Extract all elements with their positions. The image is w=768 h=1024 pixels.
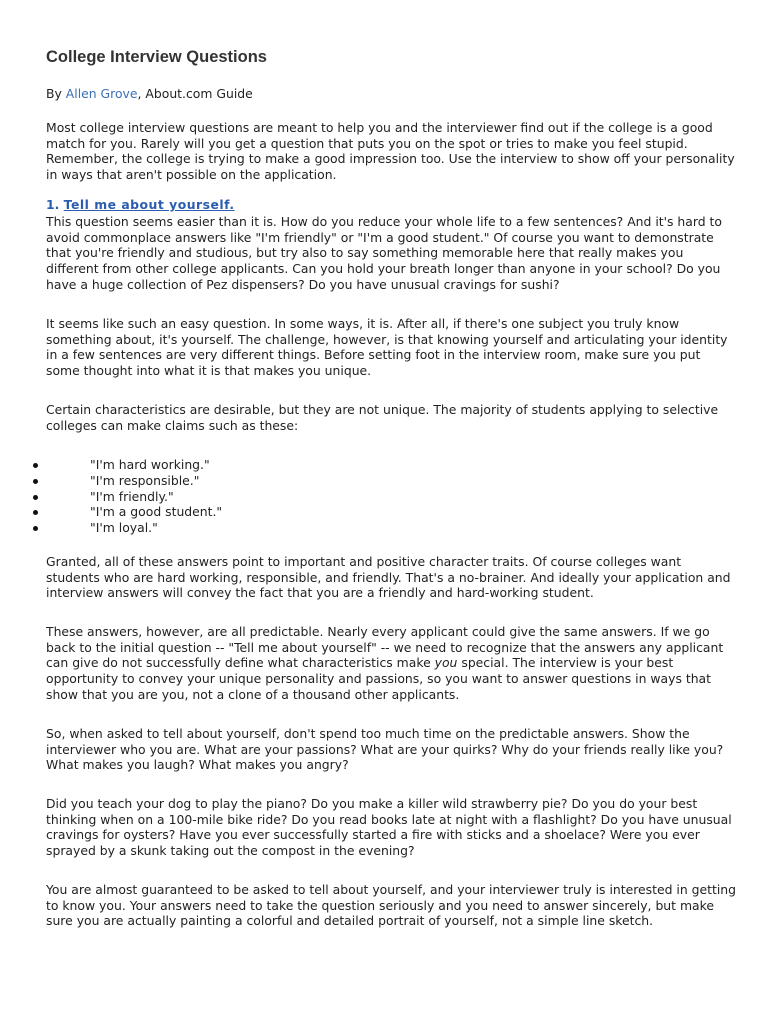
bullet-icon xyxy=(33,463,38,468)
body-paragraph: You are almost guaranteed to be asked to tell about yourself, and your interviewer truly is interested in getting to know you. Your answers need to take the question seriously and you need to answer sincerely, but make sure you are actually painting a colorful and detailed portrait of yourself, not a simple line sketch. xyxy=(46,882,737,929)
question-link[interactable]: Tell me about yourself. xyxy=(63,197,235,212)
paragraph-text: special. The interview is your best opportunity to convey your unique personality and passions, so you want to answer questions in ways that show that you are you, not a clone of a thousand other applicants. xyxy=(46,655,712,702)
emphasis-text: you xyxy=(434,655,458,671)
body-paragraph: This question seems easier than it is. How do you reduce your whole life to a few sentences? And it's hard to avoid commonplace answers like "I'm friendly" or "I'm a good student." Of course you want to demonstrate that you're friendly and studious, but try also to say something memorable here that really makes you different from other college applicants. Can you hold your breath longer than anyone in your school? Do you have a huge collection of Pez dispensers? Do you have unusual cravings for sushi? xyxy=(46,214,722,292)
predictable-paragraph xyxy=(46,624,736,703)
paragraph-text: These answers, however, are all predictable. Nearly every applicant could give the same answers. If we go back to the initial question -- "Tell me about yourself" -- we need to recognize that the answers any applicant can give do not successfully define what characteristics make xyxy=(46,624,724,671)
byline xyxy=(46,86,253,102)
list-item-text: "I'm a good student." xyxy=(90,504,223,520)
bullet-icon xyxy=(33,510,38,515)
list-item-text: "I'm loyal." xyxy=(90,520,158,536)
byline-suffix: , About.com Guide xyxy=(137,86,253,101)
bullet-icon xyxy=(33,495,38,500)
author-link[interactable]: Allen Grove xyxy=(65,86,138,101)
byline-prefix: By xyxy=(46,86,66,101)
body-paragraph: It seems like such an easy question. In some ways, it is. After all, if there's one subject you truly know something about, it's yourself. The challenge, however, is that knowing yourself and articulating your identity in a few sentences are very different things. Before setting foot in the interview room, make sure you put some thought into what it is that makes you unique. xyxy=(46,316,728,379)
body-paragraph: Granted, all of these answers point to important and positive character traits. Of course colleges want students who are hard working, responsible, and friendly. That's a no-brainer. And ideally your application and interview answers will convey the fact that you are a friendly and hard-working student. xyxy=(46,554,731,601)
bullet-icon xyxy=(33,526,38,531)
list-item-text: "I'm friendly." xyxy=(90,488,174,504)
question-number: 1. xyxy=(46,197,60,212)
body-paragraph: Did you teach your dog to play the piano? Do you make a killer wild strawberry pie? Do you do your best thinking when on a 100-mile bike ride? Do you read books late at night with a flashlight? Do you have unusual cravings for oysters? Have you ever successfully started a fire with sticks and a shoelace? Were you ever sprayed by a skunk taking out the compost in the evening? xyxy=(46,796,732,859)
intro-paragraph: Most college interview questions are meant to help you and the interviewer find out if the college is a good match for you. Rarely will you get a question that puts you on the spot or tries to make you feel stupid. Remember, the college is trying to make a good impression too. Use the interview to show off your personality in ways that aren't possible on the application. xyxy=(46,120,735,183)
body-paragraph: So, when asked to tell about yourself, don't spend too much time on the predictable answers. Show the interviewer who you are. What are your passions? What are your quirks? Why do your friends really like you? What makes you laugh? What makes you angry? xyxy=(46,726,724,773)
body-paragraph: Certain characteristics are desirable, but they are not unique. The majority of students applying to selective colleges can make claims such as these: xyxy=(46,402,719,433)
list-item-text: "I'm hard working." xyxy=(90,457,210,472)
list-item-text: "I'm responsible." xyxy=(90,472,200,488)
article-title: College Interview Questions xyxy=(46,48,267,66)
bullet-icon xyxy=(33,479,38,484)
question-heading xyxy=(46,197,235,213)
